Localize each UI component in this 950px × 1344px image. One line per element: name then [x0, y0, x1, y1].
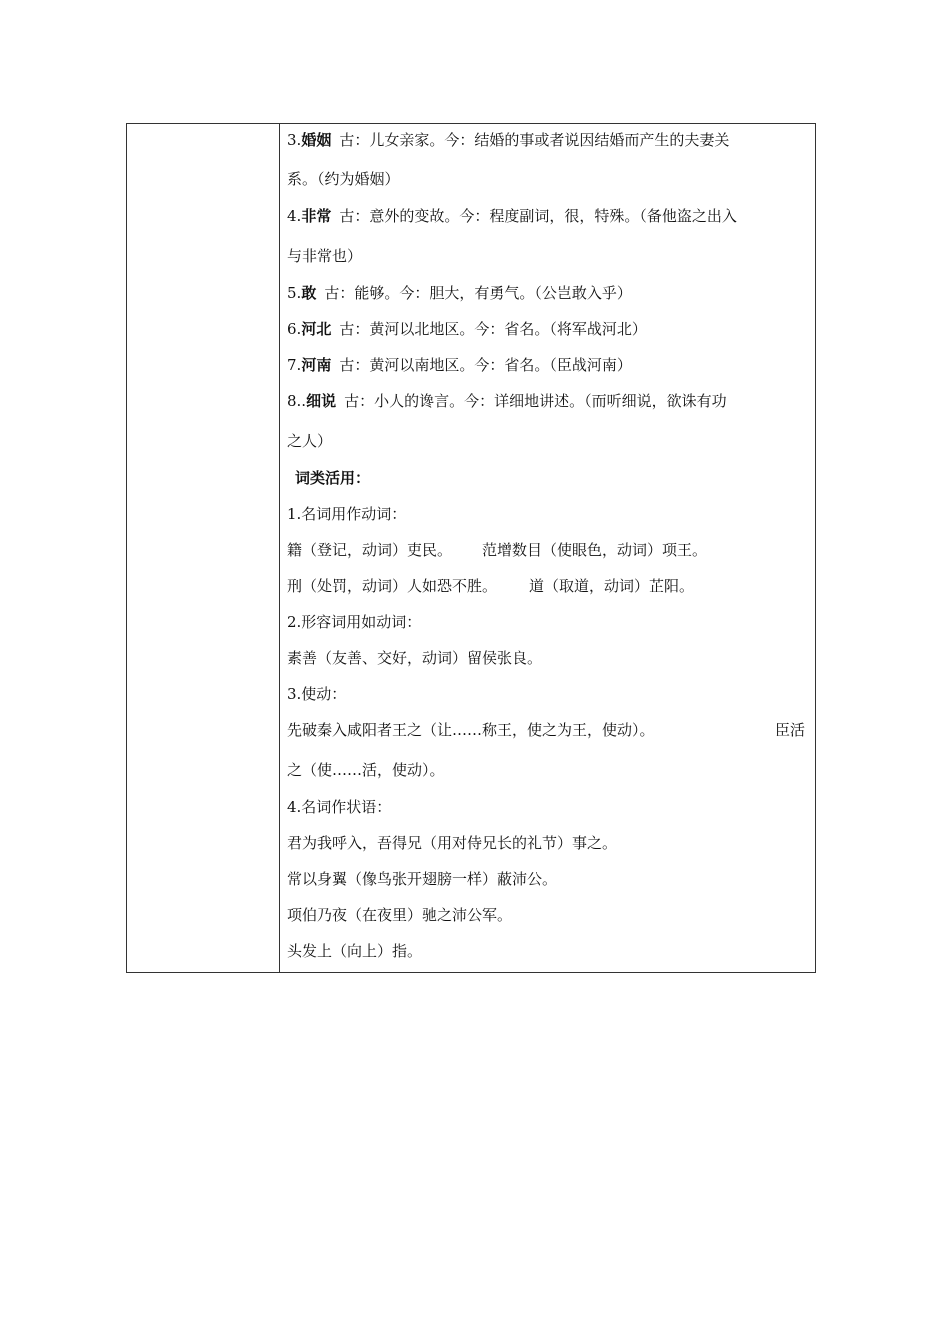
item-text: 古：儿女亲家。今：结婚的事或者说因结婚而产生的夫妻关: [339, 131, 730, 149]
item-text: 常以身翼（像鸟张开翅膀一样）蔽沛公。: [287, 870, 558, 888]
item-text: 1.名词用作动词：: [287, 505, 407, 523]
example-row-1: [287, 540, 707, 560]
subsection-noun-as-verb: [287, 504, 406, 524]
item-number: 6.: [287, 320, 302, 338]
example-row-3: [287, 648, 542, 668]
item-number: 8..: [287, 392, 307, 410]
item-text: 君为我呼入，吾得兄（用对侍兄长的礼节）事之。: [287, 834, 618, 852]
item-term: 敢: [301, 284, 317, 302]
item-text: 4.名词作状语：: [287, 798, 392, 816]
subsection-noun-as-adverbial: [287, 797, 391, 817]
vocab-item-xishuo: [287, 391, 727, 411]
item-text: 古：黄河以南地区。今：省名。（臣战河南）: [339, 356, 632, 374]
example-row-2: [287, 576, 694, 596]
example-row-8: [287, 941, 422, 961]
example-b: 范增数目（使眼色，动词）项王。: [482, 541, 708, 559]
item-term: 河北: [301, 320, 332, 338]
item-text: 素善（友善、交好，动词）留侯张良。: [287, 649, 543, 667]
item-text: 与非常也）: [287, 247, 363, 265]
example-row-7: [287, 905, 512, 925]
item-term: 婚姻: [301, 131, 332, 149]
item-text: 系。（约为婚姻）: [287, 170, 400, 188]
item-text: 头发上（向上）指。: [287, 942, 423, 960]
subsection-causative: [287, 684, 346, 704]
item-text: 2.形容词用如动词：: [287, 613, 422, 631]
vocab-item-feichang-cont: [287, 246, 362, 266]
item-text: 之人）: [287, 432, 333, 450]
example-row-4-cont: [287, 760, 445, 780]
item-term: 河南: [301, 356, 332, 374]
item-number: 4.: [287, 207, 302, 225]
example-a: 籍（登记，动词）吏民。: [287, 541, 453, 559]
section-heading-word-class: [295, 468, 370, 488]
item-term: 非常: [301, 207, 332, 225]
vocab-item-xishuo-cont: [287, 431, 332, 451]
vocab-item-hunyin: [287, 130, 729, 150]
example-b: 臣活: [774, 721, 805, 739]
heading-text: 词类活用：: [295, 469, 371, 487]
subsection-adj-as-verb: [287, 612, 421, 632]
item-text: 古：能够。今：胆大，有勇气。（公岂敢入乎）: [324, 284, 632, 302]
item-term: 细说: [306, 392, 337, 410]
vocab-item-feichang: [287, 206, 737, 226]
example-row-4: [287, 720, 805, 740]
example-b: 道（取道，动词）芷阳。: [529, 577, 695, 595]
item-number: 5.: [287, 284, 302, 302]
vocab-item-gan: [287, 283, 632, 303]
example-a: 先破秦入咸阳者王之（让……称王，使之为王，使动）。: [287, 721, 655, 739]
item-text: 3.使动：: [287, 685, 347, 703]
item-text: 之（使……活，使动）。: [287, 761, 445, 779]
item-text: 古：意外的变故。今：程度副词，很，特殊。（备他盗之出入: [339, 207, 737, 225]
item-text: 古：黄河以北地区。今：省名。（将军战河北）: [339, 320, 647, 338]
empty-left-cell: [127, 124, 279, 972]
item-number: 3.: [287, 131, 302, 149]
vocab-item-henan: [287, 355, 632, 375]
vocab-item-hebei: [287, 319, 647, 339]
example-a: 刑（处罚，动词）人如恐不胜。: [287, 577, 498, 595]
vocab-item-hunyin-cont: [287, 169, 400, 189]
column-divider: [279, 124, 280, 972]
item-number: 7.: [287, 356, 302, 374]
item-text: 古：小人的谗言。今：详细地讲述。（而听细说，欲诛有功: [344, 392, 727, 410]
example-row-5: [287, 833, 617, 853]
item-text: 项伯乃夜（在夜里）驰之沛公军。: [287, 906, 513, 924]
example-row-6: [287, 869, 557, 889]
notes-table: [126, 123, 816, 973]
